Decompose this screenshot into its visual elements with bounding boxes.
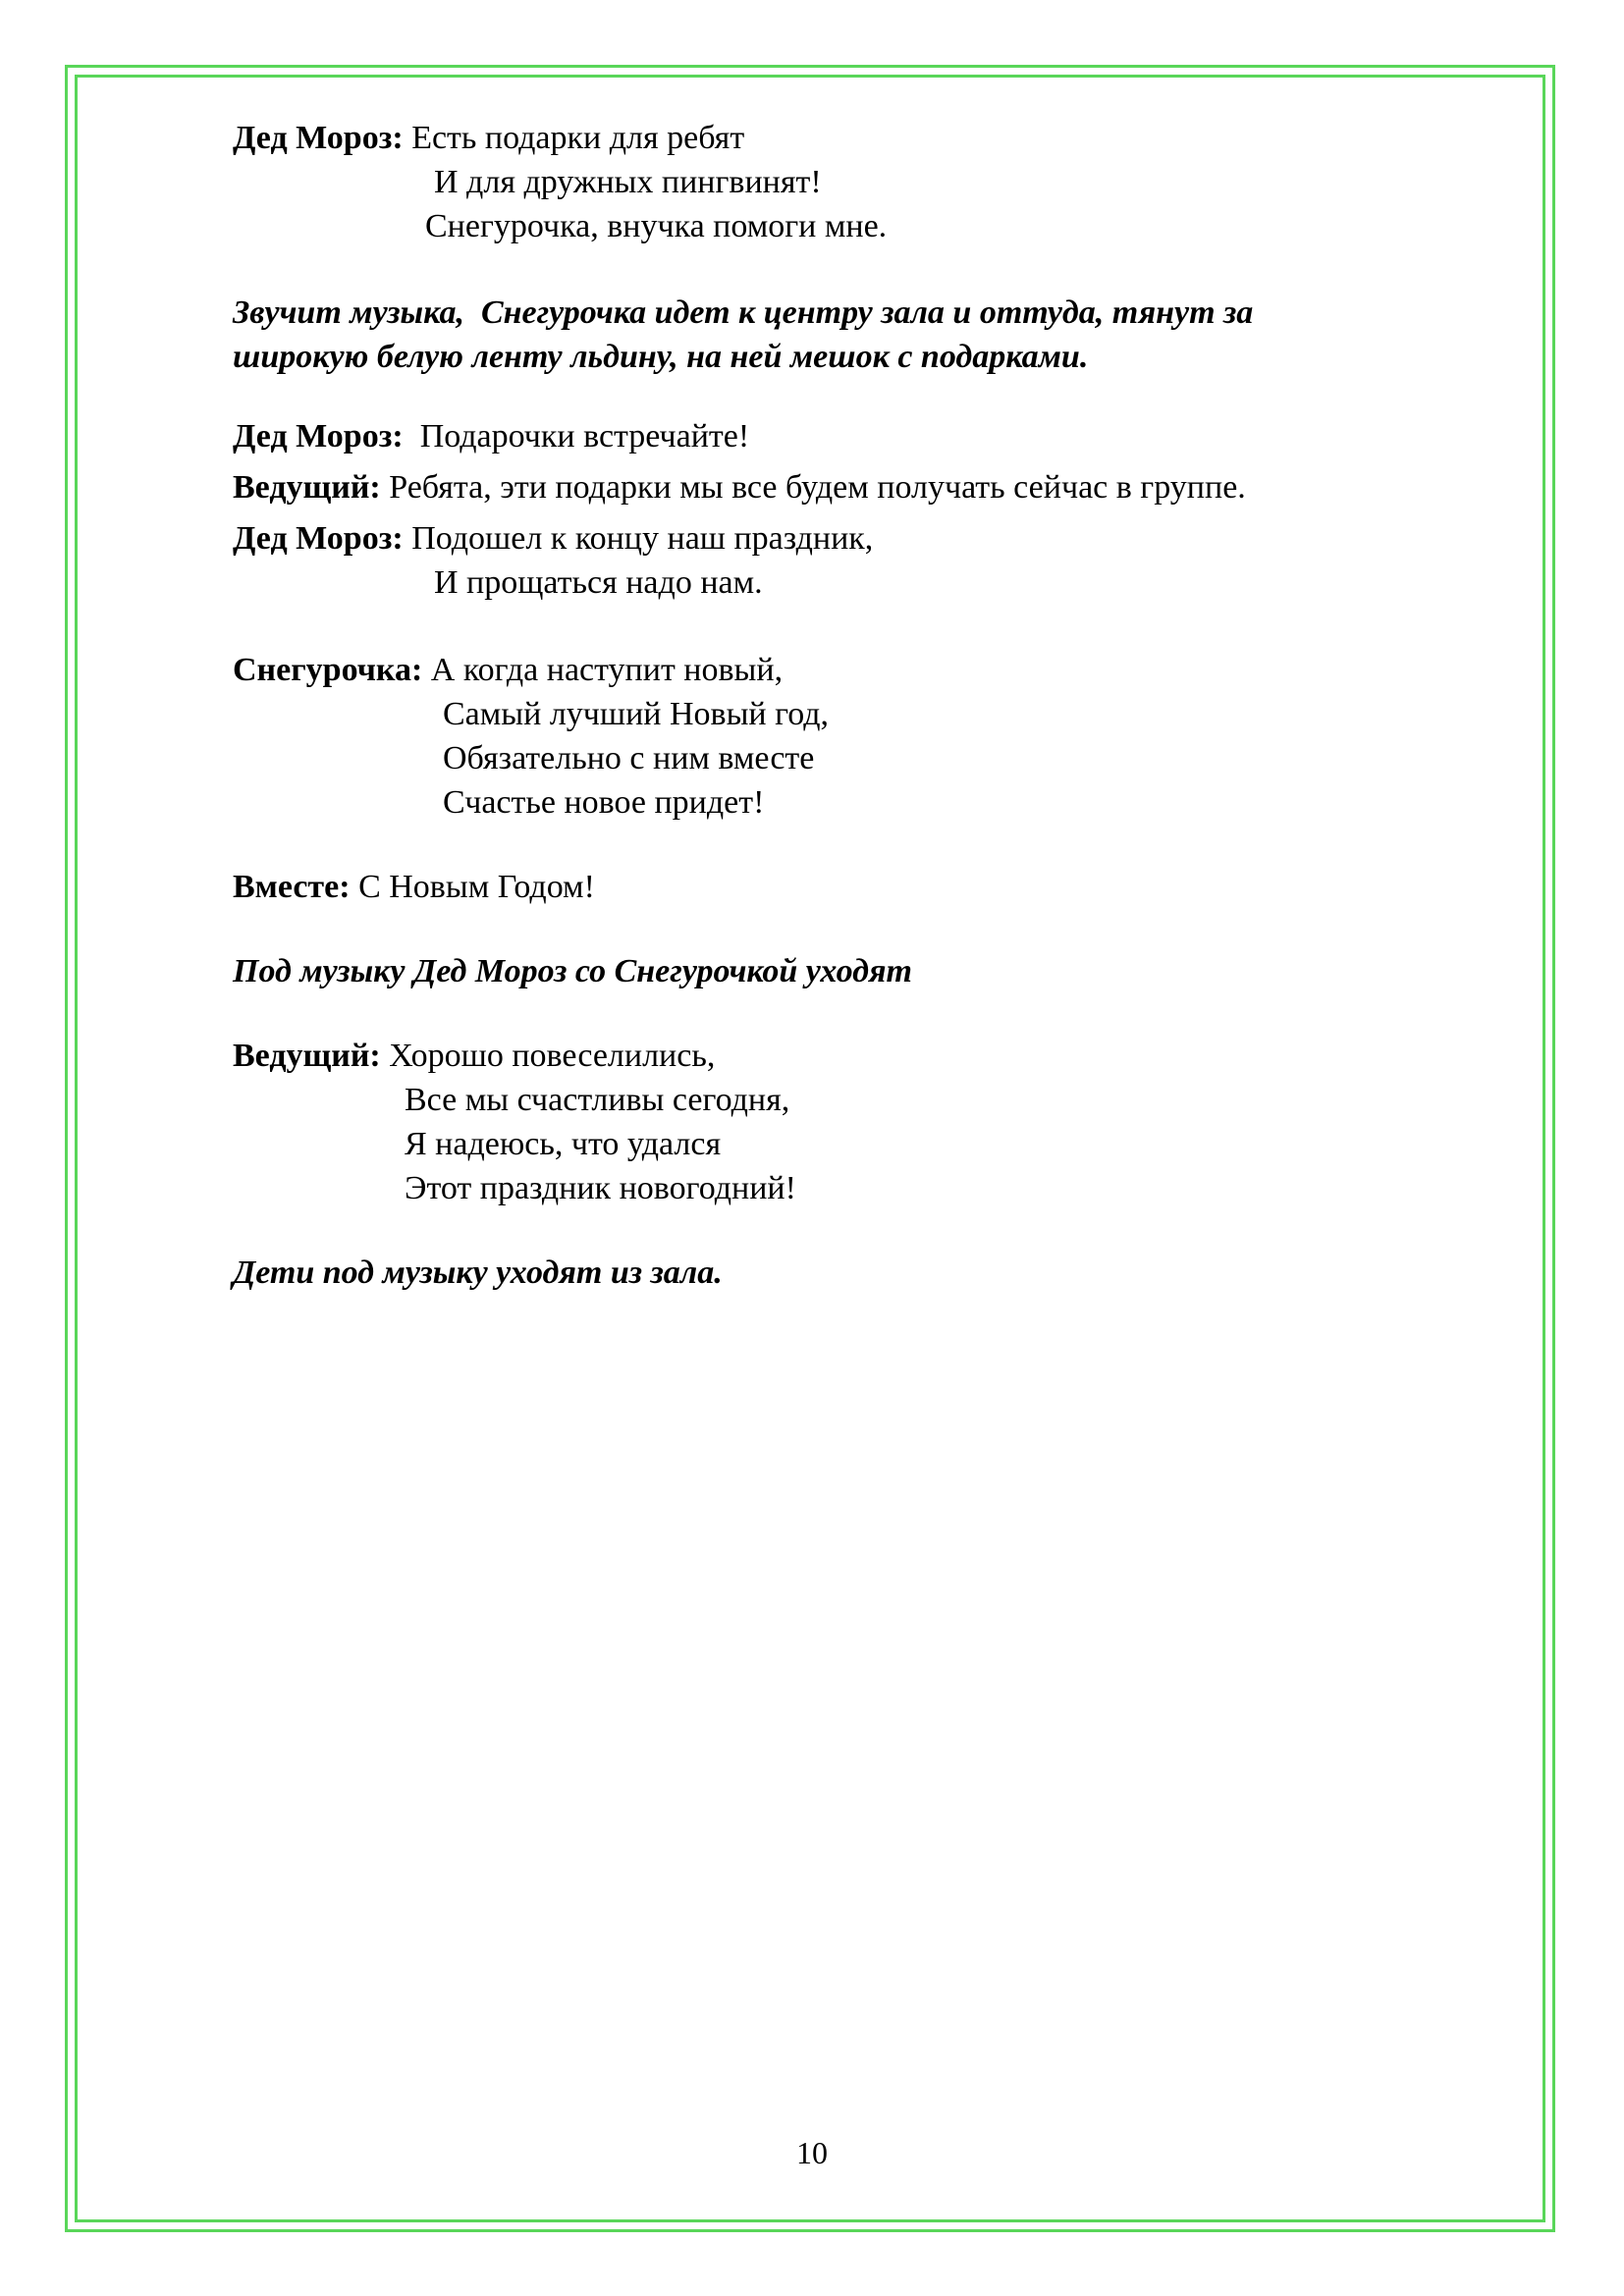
dialogue-line: А когда наступит новый, (422, 652, 784, 688)
dialogue-block (233, 116, 887, 248)
stage-direction (233, 949, 912, 993)
dialogue-block (233, 414, 749, 458)
dialogue-line: Этот праздник новогодний! (405, 1170, 796, 1206)
speaker-name: Вместе: (233, 869, 351, 905)
speaker-name: Дед Мороз: (233, 418, 404, 454)
dialogue-line: И для дружных пингвинят! (434, 164, 822, 200)
dialogue-block (233, 648, 829, 825)
stage-direction (233, 291, 1253, 379)
dialogue-line: Я надеюсь, что удался (405, 1126, 722, 1162)
stage-direction-line: Дети под музыку уходят из зала. (233, 1255, 723, 1291)
dialogue-line: Подошел к концу наш праздник, (403, 520, 874, 557)
dialogue-line: Все мы счастливы сегодня, (405, 1082, 790, 1118)
dialogue-line: Самый лучший Новый год, (443, 696, 830, 732)
dialogue-line: Снегурочка, внучка помоги мне. (425, 208, 888, 244)
dialogue-line: Подарочки встречайте! (403, 418, 750, 454)
dialogue-line: Хорошо повеселились, (380, 1038, 716, 1074)
dialogue-line: Ребята, эти подарки мы все будем получать сейчас в группе. (380, 469, 1246, 506)
stage-direction-line: Звучит музыка, Снегурочка идет к центру зала и оттуда, тянут за (233, 294, 1254, 331)
dialogue-line: Счастье новое придет! (443, 784, 765, 821)
stage-direction-line: широкую белую ленту льдину, на ней мешок с подарками. (233, 339, 1089, 375)
dialogue-line: С Новым Годом! (350, 869, 595, 905)
page-number: 10 (796, 2135, 828, 2170)
dialogue-line: И прощаться надо нам. (434, 564, 763, 601)
dialogue-block (233, 865, 595, 909)
dialogue-block (233, 1034, 796, 1210)
speaker-name: Снегурочка: (233, 652, 423, 688)
dialogue-line: Обязательно с ним вместе (443, 740, 815, 776)
dialogue-line: Есть подарки для ребят (403, 120, 745, 156)
stage-direction-line: Под музыку Дед Мороз со Снегурочкой уходят (233, 953, 912, 989)
dialogue-block (233, 465, 1246, 509)
speaker-name: Дед Мороз: (233, 120, 404, 156)
stage-direction (233, 1251, 723, 1295)
dialogue-block (233, 516, 873, 605)
speaker-name: Дед Мороз: (233, 520, 404, 557)
speaker-name: Ведущий: (233, 1038, 381, 1074)
speaker-name: Ведущий: (233, 469, 381, 506)
